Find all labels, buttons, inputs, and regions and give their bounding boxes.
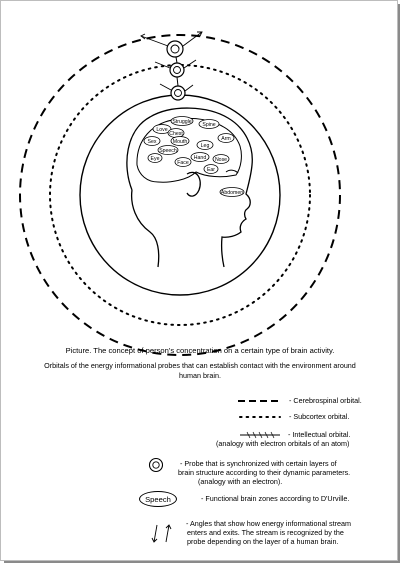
zone-label-nose: Nose — [214, 157, 228, 163]
figure-caption: Picture. The concept of person's concentration on a certain type of brain activity. — [65, 346, 335, 355]
intro-line-2: human brain. — [179, 371, 221, 380]
zone-label-chest: Chest — [169, 131, 183, 137]
zone-label-ear: Ear — [206, 167, 216, 173]
legend-intellectual-line — [240, 432, 280, 438]
stream-arrows-top — [141, 32, 202, 91]
probe-icon-inner — [171, 86, 185, 100]
subcortex-orbit — [50, 65, 310, 325]
zone-label-sex: Sex — [147, 139, 157, 145]
probe-icon-outer — [167, 41, 183, 57]
legend-intellectual-text: - Intellectual orbital. — [288, 430, 351, 439]
zone-label-arm: Arm — [221, 136, 231, 142]
zone-label-eye: Eye — [150, 156, 160, 162]
cerebrospinal-orbit — [20, 35, 340, 355]
legend-probe-icon — [150, 459, 163, 472]
legend-angles-line-2: enters and exits. The stream is recognized by the — [187, 528, 344, 537]
zone-label-spine: Spine — [202, 122, 216, 128]
zone-label-struggle: Struggle — [172, 119, 192, 125]
legend-intellectual-note: (analogy with electron orbitals of an atom) — [216, 439, 350, 448]
zone-label-love: Love — [156, 127, 168, 133]
legend-subcortex-text: - Subcortex orbital. — [289, 412, 350, 421]
zone-label-speech: Speech — [159, 148, 177, 154]
legend-probe-line-2: brain structure according to their dynamic parameters. — [178, 468, 351, 477]
zone-label-face: Face — [177, 160, 189, 166]
legend-angle-arrows — [152, 525, 171, 542]
zone-label-hand: Hand — [193, 155, 207, 161]
probe-icon-middle — [170, 63, 184, 77]
legend-angles-line-1: - Angles that show how energy informational stream — [186, 519, 351, 528]
legend-cerebrospinal-text: - Cerebrospinal orbital. — [289, 396, 362, 405]
zone-label-mouth: Mouth — [172, 139, 188, 145]
legend-probe-line-3: (analogy with an electron). — [198, 477, 283, 486]
legend-speech-label: Speech — [145, 494, 171, 504]
legend-speech-oval — [139, 491, 177, 507]
zone-label-leg: Leg — [200, 143, 210, 149]
legend-zones-text: - Functional brain zones according to D'Urville. — [201, 494, 350, 503]
legend-probe-line-1: - Probe that is synchronized with certain layers of — [180, 459, 337, 468]
zone-label-abdomen: Abdomen — [220, 190, 244, 196]
legend-angles-line-3: probe depending on the layer of a human brain. — [187, 537, 339, 546]
intro-line-1: Orbitals of the energy informational probes that can establish contact with the environment around — [44, 361, 356, 370]
